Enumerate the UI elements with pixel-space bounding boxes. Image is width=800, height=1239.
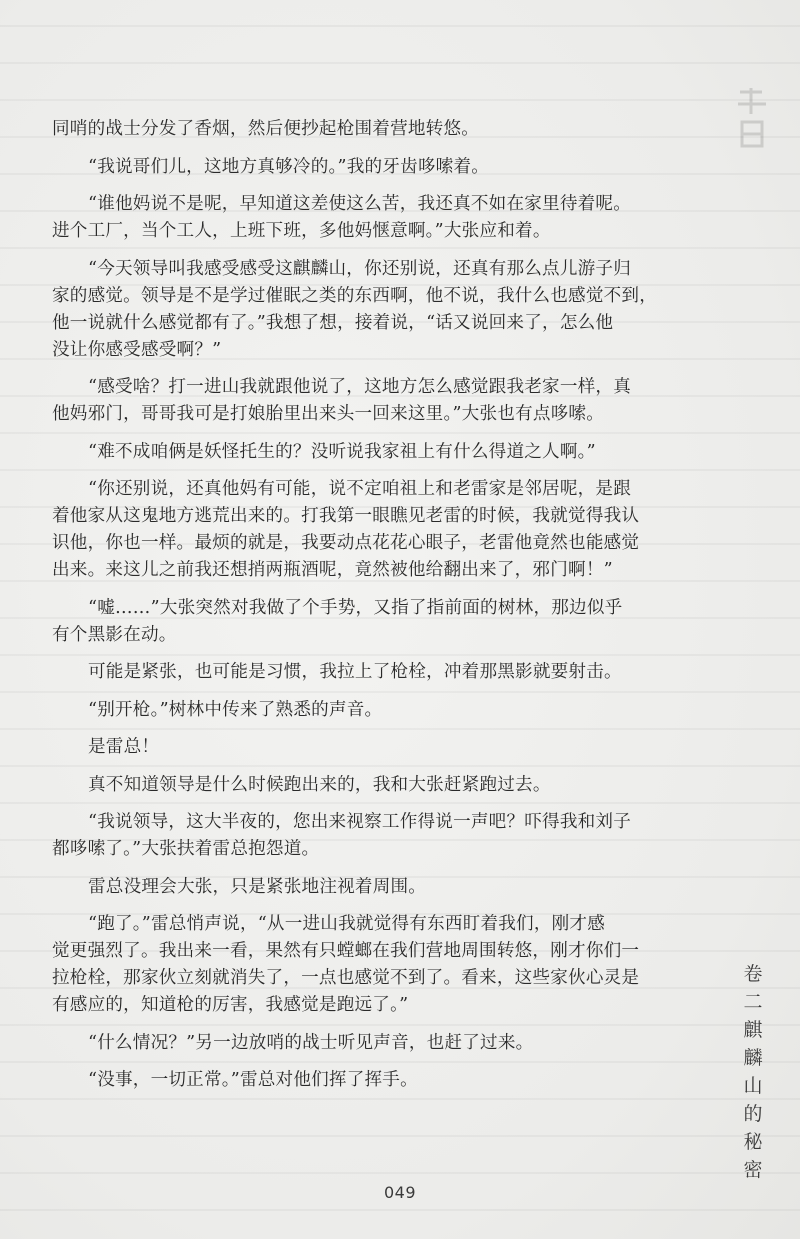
side-label-char: 麒 <box>743 1019 763 1041</box>
side-label-char: 秘 <box>743 1131 763 1153</box>
chapter-side-label <box>741 960 765 1184</box>
text-line: 有感应的，知道枪的厉害，我感觉是跑远了。” <box>52 995 409 1015</box>
text-line: 他妈邪门，哥哥我可是打娘胎里出来头一回来这里。”大张也有点哆嗦。 <box>52 404 605 424</box>
text-line: “今天领导叫我感受感受这麒麟山，你还别说，还真有那么点儿游子归 <box>88 258 632 279</box>
text-line: 都哆嗦了。”大张扶着雷总抱怨道。 <box>52 839 320 859</box>
text-line: 有个黑影在动。 <box>52 624 177 645</box>
text-line: “别开枪。”树林中传来了熟悉的声音。 <box>88 699 383 720</box>
text-line: “感受啥？打一进山我就跟他说了，这地方怎么感觉跟我老家一样，真 <box>88 377 632 397</box>
text-line: 真不知道领导是什么时候跑出来的，我和大张赶紧跑过去。 <box>88 774 551 795</box>
text-line: “谁他妈说不是呢，早知道这差使这么苦，我还真不如在家里待着呢。 <box>88 194 632 214</box>
text-line: 是雷总！ <box>88 737 160 757</box>
bleed-through-glyph <box>732 84 772 154</box>
text-line: 出来。来这儿之前我还想捎两瓶酒呢，竟然被他给翻出来了，邪门啊！” <box>52 560 613 580</box>
text-line: “你还别说，还真他妈有可能，说不定咱祖上和老雷家是邻居呢，是跟 <box>88 479 632 499</box>
side-label-char: 的 <box>743 1103 763 1125</box>
text-line: 没让你感受感受啊？” <box>52 339 222 360</box>
text-line: “什么情况？”另一边放哨的战士听见声音，也赶了过来。 <box>88 1032 534 1053</box>
text-line: 觉更强烈了。我出来一看，果然有只螳螂在我们营地周围转悠，刚才你们一 <box>52 941 640 961</box>
text-line: 同哨的战士分发了香烟，然后便抄起枪围着营地转悠。 <box>52 119 480 139</box>
text-line: 拉枪栓，那家伙立刻就消失了，一点也感觉不到了。看来，这些家伙心灵是 <box>52 968 640 988</box>
side-label-char: 二 <box>743 991 763 1013</box>
text-line: 进个工厂，当个工人，上班下班，多他妈惬意啊。”大张应和着。 <box>52 221 551 241</box>
text-line: 家的感觉。领导是不是学过催眠之类的东西啊，他不说，我什么也感觉不到， <box>52 285 657 306</box>
text-line: 他一说就什么感觉都有了。”我想了想，接着说，“话又说回来了，怎么他 <box>52 312 614 333</box>
side-label-char: 密 <box>743 1159 763 1181</box>
text-line: “跑了。”雷总悄声说，“从一进山我就觉得有东西盯着我们，刚才感 <box>88 914 606 934</box>
text-line: “没事，一切正常。”雷总对他们挥了挥手。 <box>88 1070 418 1090</box>
text-line: 可能是紧张，也可能是习惯，我拉上了枪栓，冲着那黑影就要射击。 <box>88 662 622 682</box>
text-line: “嘘……”大张突然对我做了个手势，又指了指前面的树林，那边似乎 <box>88 597 623 618</box>
text-line: “我说领导，这大半夜的，您出来视察工作得说一声吧？吓得我和刘子 <box>88 812 632 832</box>
text-line: 雷总没理会大张，只是紧张地注视着周围。 <box>88 876 427 897</box>
side-label-char: 山 <box>743 1075 763 1097</box>
text-line: “我说哥们儿，这地方真够冷的。”我的牙齿哆嗦着。 <box>88 156 490 177</box>
page-number: 049 <box>383 1183 417 1202</box>
body-text <box>52 116 692 1094</box>
side-label-char: 卷 <box>743 963 763 985</box>
side-label-char: 麟 <box>743 1047 763 1069</box>
text-line: 着他家从这鬼地方逃荒出来的。打我第一眼瞧见老雷的时候，我就觉得我认 <box>52 506 640 526</box>
text-line: 识他，你也一样。最烦的就是，我要动点花花心眼子，老雷他竟然也能感觉 <box>52 533 640 553</box>
text-line: “难不成咱俩是妖怪托生的？没听说我家祖上有什么得道之人啊。” <box>88 441 596 462</box>
